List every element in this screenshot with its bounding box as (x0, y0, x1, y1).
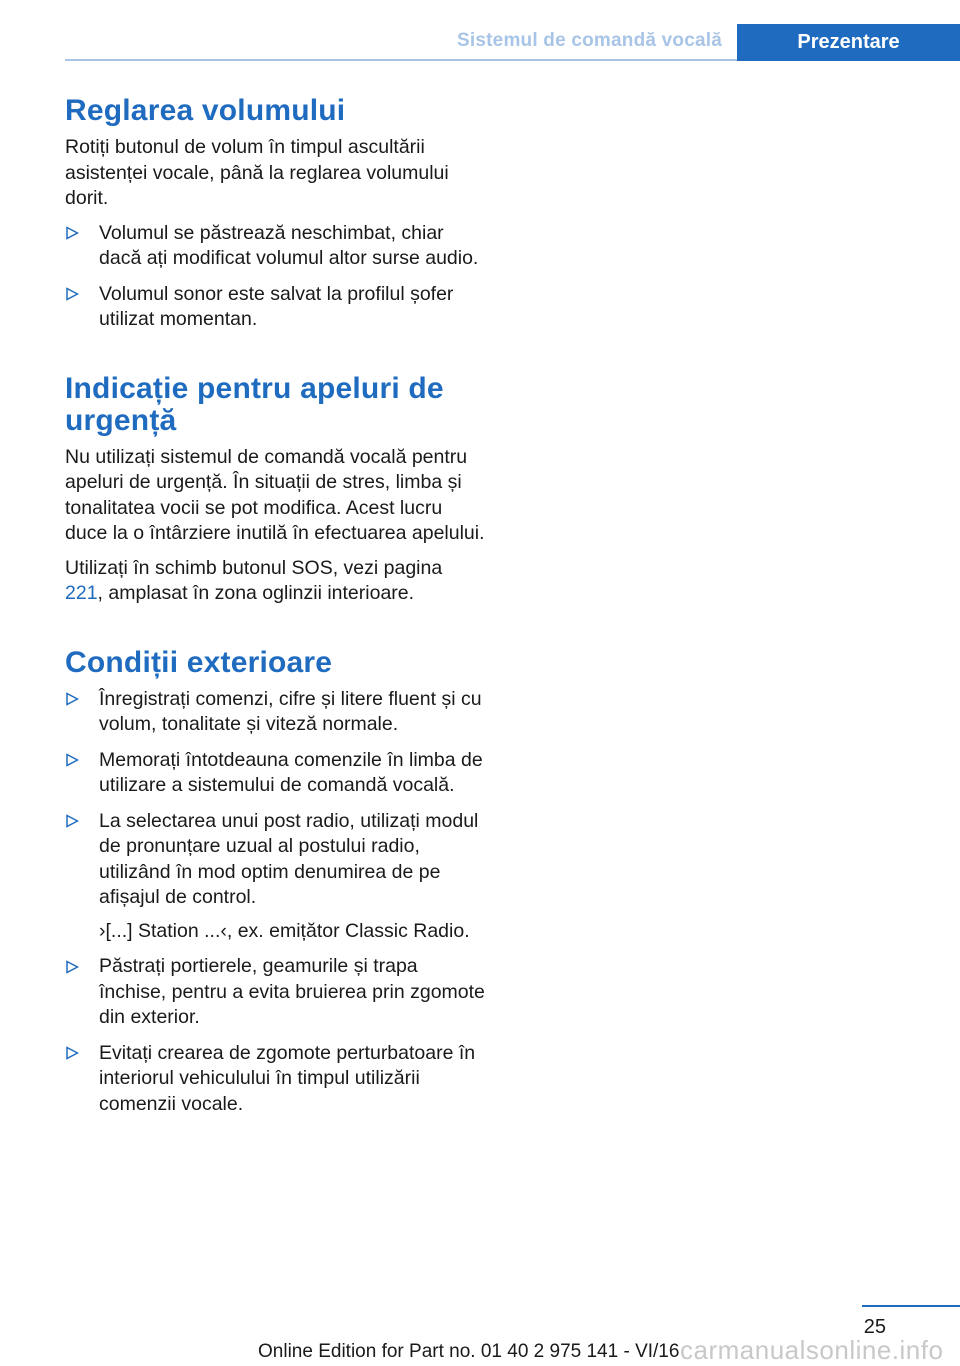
triangle-bullet-icon (65, 687, 85, 712)
list-item (65, 1041, 485, 1118)
content-column (65, 95, 485, 1127)
list-item (65, 809, 485, 945)
section-title-conditions: Condiții exterioare (65, 645, 333, 679)
emergency-paragraph: Nu utilizați sistemul de comandă vocală pentru apeluri de urgență. În situații de stres, limba și tonalitatea vocii se pot modifica. Acest lucru duce la o întârziere inutilă în efectuarea apelului. (65, 445, 485, 544)
triangle-bullet-icon (65, 1041, 85, 1066)
sos-text-after: , amplasat în zona oglinzii interioare. (97, 582, 415, 604)
triangle-bullet-icon (65, 954, 85, 979)
list-item-text: Volumul sonor este salvat la profilul șofer utilizat momentan. (99, 282, 454, 330)
section-title-volume: Reglarea volumului (65, 94, 346, 127)
list-item (65, 282, 485, 333)
list-item (65, 954, 485, 1031)
triangle-bullet-icon (65, 221, 85, 246)
header-tab: Prezentare (737, 24, 960, 61)
conditions-bullet-list (65, 687, 485, 1118)
sos-paragraph (65, 556, 485, 607)
list-item (65, 748, 485, 799)
list-item-text: Evitați crearea de zgomote perturbatoare în interiorul vehiculului în timpul utilizării comenzii vocale. (99, 1041, 476, 1115)
footer-rule (862, 1305, 960, 1307)
sos-text-before: Utilizați în schimb butonul SOS, vezi pagina (65, 556, 443, 579)
list-item (65, 221, 485, 272)
volume-intro: Rotiți butonul de volum în timpul ascultării asistenței vocale, până la reglarea volumului dorit. (65, 136, 449, 209)
triangle-bullet-icon (65, 282, 85, 307)
radio-example: ›[...] Station ...‹, ex. emițător Classic Radio. (99, 919, 470, 942)
list-item (65, 687, 485, 738)
page-reference-link[interactable]: 221 (65, 582, 98, 604)
list-item-text: Memorați întotdeauna comenzile în limba de utilizare a sistemului de comandă vocală. (99, 748, 483, 796)
list-item-text: Înregistrați comenzi, cifre și litere fluent și cu volum, tonalitate și viteză normale. (99, 687, 482, 735)
volume-bullet-list (65, 221, 485, 333)
edition-note: Online Edition for Part no. 01 40 2 975 141 - VI/16 (258, 1341, 680, 1362)
triangle-bullet-icon (65, 748, 85, 773)
triangle-bullet-icon (65, 809, 85, 834)
page-number: 25 (863, 1316, 886, 1338)
header-section-title: Sistemul de comandă vocală (457, 30, 722, 51)
list-item-text: Volumul se păstrează neschimbat, chiar dacă ați modificat volumul altor surse audio. (99, 221, 479, 269)
list-item-text: Păstrați portierele, geamurile și trapa închise, pentru a evita bruierea prin zgomote din exterior. (99, 955, 485, 1028)
section-title-emergency: Indicație pentru apeluri de urgență (65, 371, 444, 437)
watermark: carmanualsonline.info (680, 1335, 944, 1365)
list-item-text: La selectarea unui post radio, utilizați modul de pronunțare uzual al postului radio, utilizând în mod optim denumirea de pe afișajul de control. (99, 809, 479, 908)
